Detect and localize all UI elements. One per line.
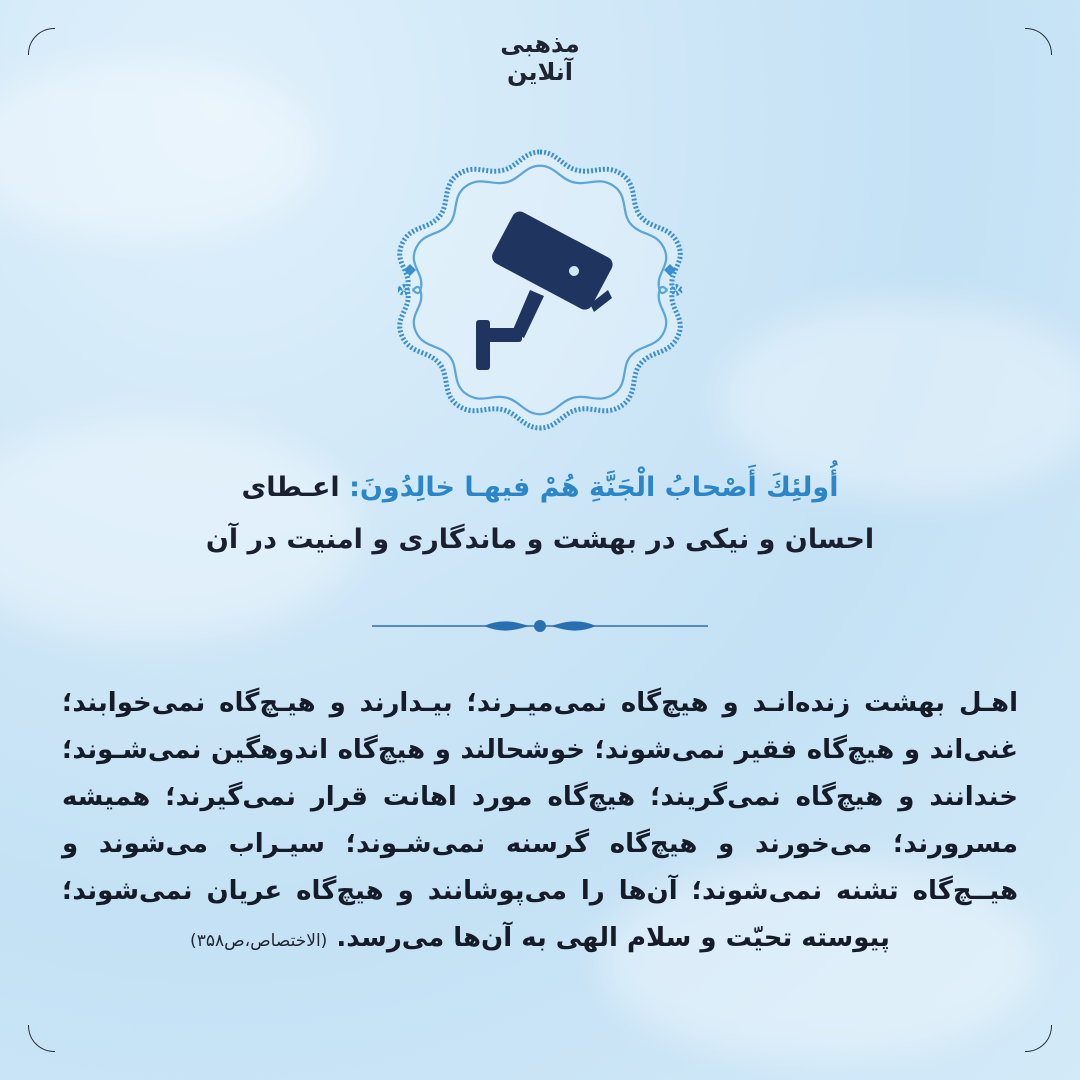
- quran-verse: أُولئِكَ أَصْحابُ الْجَنَّةِ هُمْ فيهـا خالِدُونَ:: [349, 472, 839, 503]
- page-title: [150, 462, 930, 566]
- corner-ornament-bottom-left: [28, 1025, 55, 1052]
- hadith-body: اهـل بهشت زنده‌انـد و هیچ‌گاه نمی‌میـرند؛ بیـدارند و هیـچ‌گاه نمی‌خوابند؛ غنی‌اند و هیچ‌گاه فقیر نمی‌شوند؛ خوشحالند و هیچ‌گاه اندوهگین نمی‌شـوند؛ خندانند و هیچ‌گاه نمی‌گریند؛ هیچ‌گاه مورد اهانت قرار نمی‌گیرند؛ همیشه مسرورند؛ می‌خورند و هیچ‌گاه گرسنه نمی‌شـوند؛ سیـراب می‌شوند و هیــچ‌گاه تشنه نمی‌شوند؛ آن‌ها را می‌پوشانند و هیچ‌گاه عریان نمی‌شوند؛ پیوسته تحیّت و سلام الهی به آن‌ها می‌رسد.: [62, 688, 1018, 953]
- title-line2: احسان و نیکی در بهشت و ماندگاری و امنیت در آن: [205, 524, 875, 555]
- ornamental-divider: [372, 616, 708, 636]
- ornamental-frame-svg: [380, 140, 700, 440]
- title-line1-rest: اعـطای: [241, 472, 340, 503]
- corner-ornament-bottom-right: [1025, 1025, 1052, 1052]
- hadith-text: [62, 680, 1018, 965]
- brand-logo-line2: آنلاین: [506, 58, 574, 86]
- hadith-source: (الاختصاص،ص۳۵۸): [190, 931, 328, 951]
- ornamental-frame: [380, 140, 700, 440]
- brand-logo-line1: مذهبی: [500, 30, 580, 58]
- background-cloud: [0, 60, 320, 240]
- brand-logo: [0, 30, 1080, 86]
